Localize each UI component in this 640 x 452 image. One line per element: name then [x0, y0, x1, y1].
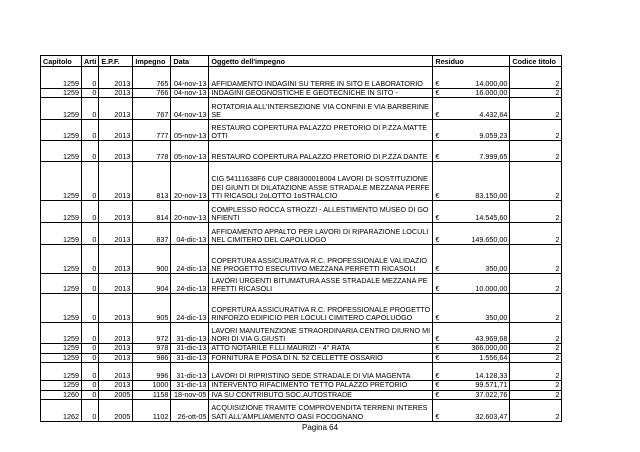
arti-cell: 0: [82, 120, 99, 141]
epf-cell: 2013: [99, 363, 133, 381]
arti-cell: 0: [82, 390, 99, 399]
impegno-cell: 813: [133, 162, 171, 201]
data-cell: 24-dic-13: [171, 294, 209, 323]
arti-cell: 0: [82, 344, 99, 353]
arti-cell: 0: [82, 323, 99, 344]
euro-symbol: €: [435, 78, 440, 88]
arti-cell: 0: [82, 201, 99, 223]
capitolo-cell: 1262: [41, 400, 82, 422]
table-row: [41, 223, 562, 245]
residuo-cell: [433, 274, 510, 294]
codice-titolo-cell: 2: [510, 363, 562, 381]
euro-symbol: €: [435, 264, 440, 273]
impegno-cell: 1000: [133, 381, 171, 390]
capitolo-cell: 1259: [41, 363, 82, 381]
oggetto-cell: INDAGINI GEOGNOSTICHE E GEOTECNICHE IN SITO -: [209, 89, 433, 98]
epf-cell: 2013: [99, 141, 133, 162]
oggetto-cell: AFFIDAMENTO APPALTO PER LAVORI DI RIPARAZIONE LOCULI NEL CIMITERO DEL CAPOLUOGO: [209, 223, 433, 245]
oggetto-cell: RESTAURO COPERTURA PALAZZO PRETORIO DI P.ZZA MATTEOTTI: [209, 120, 433, 141]
residuo-value: 350,00: [485, 264, 508, 273]
codice-titolo-cell: 2: [510, 381, 562, 390]
capitolo-cell: 1259: [41, 120, 82, 141]
euro-symbol: €: [435, 88, 440, 97]
oggetto-cell: ROTATORIA ALL'INTERSEZIONE VIA CONFINI E VIA BARBERINESE: [209, 98, 433, 120]
epf-cell: 2013: [99, 344, 133, 353]
residuo-cell: [433, 223, 510, 245]
table-row: [41, 201, 562, 223]
arti-cell: 0: [82, 294, 99, 323]
table-row: [41, 390, 562, 399]
codice-titolo-cell: 2: [510, 245, 562, 274]
table-row: [41, 67, 562, 89]
epf-cell: 2013: [99, 89, 133, 98]
impegno-cell: 777: [133, 120, 171, 141]
arti-cell: 0: [82, 67, 99, 89]
data-cell: 04-nov-13: [171, 98, 209, 120]
euro-symbol: €: [435, 390, 440, 399]
epf-cell: 2013: [99, 245, 133, 274]
data-cell: 20-nov-13: [171, 201, 209, 223]
oggetto-cell: ACQUISIZIONE TRAMITE COMPROVENDITA TERRENI INTERESSATI ALL'AMPLIAMENTO OASI FOCOGNANO: [209, 400, 433, 422]
table-row: [41, 400, 562, 422]
capitolo-cell: 1259: [41, 98, 82, 120]
impegno-cell: 778: [133, 141, 171, 162]
euro-symbol: €: [435, 191, 440, 200]
capitolo-cell: 1259: [41, 381, 82, 390]
capitolo-cell: 1259: [41, 245, 82, 274]
residuo-value: 149.650,00: [471, 235, 508, 244]
capitolo-cell: 1259: [41, 323, 82, 344]
residuo-cell: [433, 390, 510, 399]
residuo-cell: [433, 141, 510, 162]
residuo-cell: [433, 323, 510, 344]
table-row: [41, 344, 562, 353]
data-cell: 24-dic-13: [171, 245, 209, 274]
residuo-cell: [433, 245, 510, 274]
data-cell: 31-dic-13: [171, 344, 209, 353]
epf-cell: 2013: [99, 120, 133, 141]
header-impegno: Impegno: [133, 56, 171, 67]
euro-symbol: €: [435, 235, 440, 244]
capitolo-cell: 1259: [41, 223, 82, 245]
epf-cell: 2005: [99, 400, 133, 422]
epf-cell: 2005: [99, 390, 133, 399]
impegno-cell: 986: [133, 353, 171, 362]
header-epf: E.P.F.: [99, 56, 133, 67]
euro-symbol: €: [435, 353, 440, 362]
residuo-cell: [433, 162, 510, 201]
residuo-value: 10.000,00: [475, 284, 508, 293]
euro-symbol: €: [435, 131, 440, 140]
arti-cell: 0: [82, 400, 99, 422]
impegno-cell: 905: [133, 294, 171, 323]
euro-symbol: €: [435, 152, 440, 161]
euro-symbol: €: [435, 370, 440, 380]
residuo-value: 14.128,33: [475, 370, 508, 380]
oggetto-cell: LAVORI MANUTENZIONE STRAORDINARIA CENTRO DIURNO MINORI DI VIA G.GIUSTI: [209, 323, 433, 344]
residuo-value: 1.556,64: [479, 353, 508, 362]
oggetto-cell: LAVORI DI RIPRISTINO SEDE STRADALE DI VIA MAGENTA: [209, 363, 433, 381]
header-oggetto: Oggetto dell'impegno: [209, 56, 433, 67]
impegno-cell: 904: [133, 274, 171, 294]
codice-titolo-cell: 2: [510, 201, 562, 223]
euro-symbol: €: [435, 284, 440, 293]
residuo-value: 350,00: [485, 313, 508, 322]
epf-cell: 2013: [99, 201, 133, 223]
arti-cell: 0: [82, 162, 99, 201]
residuo-value: 32.603,47: [475, 411, 508, 421]
arti-cell: 0: [82, 98, 99, 120]
residuo-cell: [433, 89, 510, 98]
data-cell: 31-dic-13: [171, 381, 209, 390]
epf-cell: 2013: [99, 381, 133, 390]
capitolo-cell: 1259: [41, 294, 82, 323]
arti-cell: 0: [82, 223, 99, 245]
residuo-value: 14.000,00: [475, 78, 508, 88]
residuo-value: 366.000,00: [471, 343, 508, 353]
residuo-cell: [433, 67, 510, 89]
codice-titolo-cell: 2: [510, 274, 562, 294]
oggetto-cell: COMPLESSO ROCCA STROZZI - ALLESTIMENTO MUSEO DI GONFIENTI: [209, 201, 433, 223]
residuo-value: 4.432,64: [479, 110, 508, 119]
oggetto-cell: LAVORI URGENTI BITUMATURA ASSE STRADALE MEZZANA PERFETTI RICASOLI: [209, 274, 433, 294]
table-row: [41, 245, 562, 274]
data-cell: 31-dic-13: [171, 363, 209, 381]
impegno-cell: 837: [133, 223, 171, 245]
data-cell: 31-dic-13: [171, 353, 209, 362]
table-row: [41, 381, 562, 390]
oggetto-cell: AFFIDAMENTO INDAGINI SU TERRE IN SITO E LABORATORIO: [209, 67, 433, 89]
header-data: Data: [171, 56, 209, 67]
capitolo-cell: 1259: [41, 67, 82, 89]
arti-cell: 0: [82, 141, 99, 162]
header-codice-titolo: Codice titolo: [510, 56, 562, 67]
residuo-value: 43.969,68: [475, 334, 508, 343]
euro-symbol: €: [435, 110, 440, 119]
codice-titolo-cell: 2: [510, 400, 562, 422]
residuo-cell: [433, 98, 510, 120]
arti-cell: 0: [82, 353, 99, 362]
codice-titolo-cell: 2: [510, 141, 562, 162]
table-row: [41, 274, 562, 294]
data-cell: 04-nov-13: [171, 67, 209, 89]
residuo-value: 16.000,00: [475, 88, 508, 97]
oggetto-cell: CIG 54111638F6 CUP C88I300018004 LAVORI DI SOSTITUZIONE DEI GIUNTI DI DILATAZIONE ASSE STRADALE MEZZANA PERFETTI RICASOLI 2oLOTTO 1oSTRALCIO: [209, 162, 433, 201]
euro-symbol: €: [435, 334, 440, 343]
arti-cell: 0: [82, 245, 99, 274]
residuo-cell: [433, 344, 510, 353]
residuo-value: 7.999,65: [479, 152, 508, 161]
residuo-value: 83.150,00: [475, 191, 508, 200]
codice-titolo-cell: 2: [510, 89, 562, 98]
epf-cell: 2013: [99, 294, 133, 323]
euro-symbol: €: [435, 213, 440, 222]
arti-cell: 0: [82, 274, 99, 294]
data-cell: 18-nov-05: [171, 390, 209, 399]
impegno-cell: 1158: [133, 390, 171, 399]
table-row: [41, 141, 562, 162]
codice-titolo-cell: 2: [510, 390, 562, 399]
codice-titolo-cell: 2: [510, 98, 562, 120]
data-cell: 05-nov-13: [171, 141, 209, 162]
epf-cell: 2013: [99, 162, 133, 201]
table-row: [41, 323, 562, 344]
residuo-cell: [433, 363, 510, 381]
codice-titolo-cell: 2: [510, 223, 562, 245]
codice-titolo-cell: 2: [510, 162, 562, 201]
header-residuo: Residuo: [433, 56, 510, 67]
data-cell: 31-dic-13: [171, 323, 209, 344]
residuo-cell: [433, 120, 510, 141]
data-cell: 24-dic-13: [171, 274, 209, 294]
capitolo-cell: 1259: [41, 162, 82, 201]
header-arti: Arti: [82, 56, 99, 67]
oggetto-cell: IVA SU CONTRIBUTO SOC.AUTOSTRADE: [209, 390, 433, 399]
impegno-cell: 765: [133, 67, 171, 89]
residuo-value: 9.059,23: [479, 131, 508, 140]
capitolo-cell: 1260: [41, 390, 82, 399]
oggetto-cell: FORNITURA E POSA DI N. 52 CELLETTE OSSARIO: [209, 353, 433, 362]
data-cell: 04-dic-13: [171, 223, 209, 245]
table-header-row: [41, 56, 562, 67]
residuo-value: 14.545,60: [475, 213, 508, 222]
impegno-cell: 1102: [133, 400, 171, 422]
epf-cell: 2013: [99, 323, 133, 344]
impegno-cell: 972: [133, 323, 171, 344]
oggetto-cell: ATTO NOTARILE F.LLI MAURIZI - 4° RATA: [209, 344, 433, 353]
residuo-value: 99.571,71: [475, 380, 508, 390]
oggetto-cell: INTERVENTO RIFACIMENTO TETTO PALAZZO PRETORIO: [209, 381, 433, 390]
euro-symbol: €: [435, 313, 440, 322]
table-row: [41, 89, 562, 98]
impegno-cell: 767: [133, 98, 171, 120]
codice-titolo-cell: 2: [510, 120, 562, 141]
header-capitolo: Capitolo: [41, 56, 82, 67]
residuo-cell: [433, 201, 510, 223]
codice-titolo-cell: 2: [510, 294, 562, 323]
impegni-table: [40, 55, 562, 422]
data-cell: 05-nov-13: [171, 120, 209, 141]
data-cell: 26-ott-05: [171, 400, 209, 422]
epf-cell: 2013: [99, 223, 133, 245]
residuo-cell: [433, 381, 510, 390]
page-number: Pagina 64: [301, 423, 339, 432]
codice-titolo-cell: 2: [510, 323, 562, 344]
euro-symbol: €: [435, 343, 440, 353]
table-row: [41, 98, 562, 120]
oggetto-cell: COPERTURA ASSICURATIVA R.C. PROFESSIONALE PROGETTO RINFORZO EDIFICIO PER LOCULI CIMITERO CAPOLUOGO: [209, 294, 433, 323]
epf-cell: 2013: [99, 353, 133, 362]
epf-cell: 2013: [99, 98, 133, 120]
arti-cell: 0: [82, 381, 99, 390]
epf-cell: 2013: [99, 67, 133, 89]
impegno-cell: 996: [133, 363, 171, 381]
impegno-cell: 900: [133, 245, 171, 274]
table-row: [41, 294, 562, 323]
capitolo-cell: 1259: [41, 89, 82, 98]
residuo-value: 37.022,76: [475, 390, 508, 399]
impegno-cell: 766: [133, 89, 171, 98]
euro-symbol: €: [435, 380, 440, 390]
capitolo-cell: 1259: [41, 141, 82, 162]
epf-cell: 2013: [99, 274, 133, 294]
oggetto-cell: COPERTURA ASSICURATIVA R.C. PROFESSIONALE VALIDAZIONE PROGETTO ESECUTIVO MEZZANA PERFETTI RICASOLI: [209, 245, 433, 274]
capitolo-cell: 1259: [41, 274, 82, 294]
capitolo-cell: 1259: [41, 344, 82, 353]
impegno-cell: 978: [133, 344, 171, 353]
codice-titolo-cell: 2: [510, 344, 562, 353]
oggetto-cell: RESTAURO COPERTURA PALAZZO PRETORIO DI P.ZZA DANTE: [209, 141, 433, 162]
table-row: [41, 353, 562, 362]
capitolo-cell: 1259: [41, 353, 82, 362]
capitolo-cell: 1259: [41, 201, 82, 223]
data-cell: 04-nov-13: [171, 89, 209, 98]
arti-cell: 0: [82, 363, 99, 381]
residuo-cell: [433, 353, 510, 362]
codice-titolo-cell: 2: [510, 67, 562, 89]
residuo-cell: [433, 294, 510, 323]
euro-symbol: €: [435, 411, 440, 421]
residuo-cell: [433, 400, 510, 422]
impegno-cell: 814: [133, 201, 171, 223]
table-row: [41, 120, 562, 141]
table-row: [41, 162, 562, 201]
data-cell: 20-nov-13: [171, 162, 209, 201]
table-row: [41, 363, 562, 381]
codice-titolo-cell: 2: [510, 353, 562, 362]
arti-cell: 0: [82, 89, 99, 98]
